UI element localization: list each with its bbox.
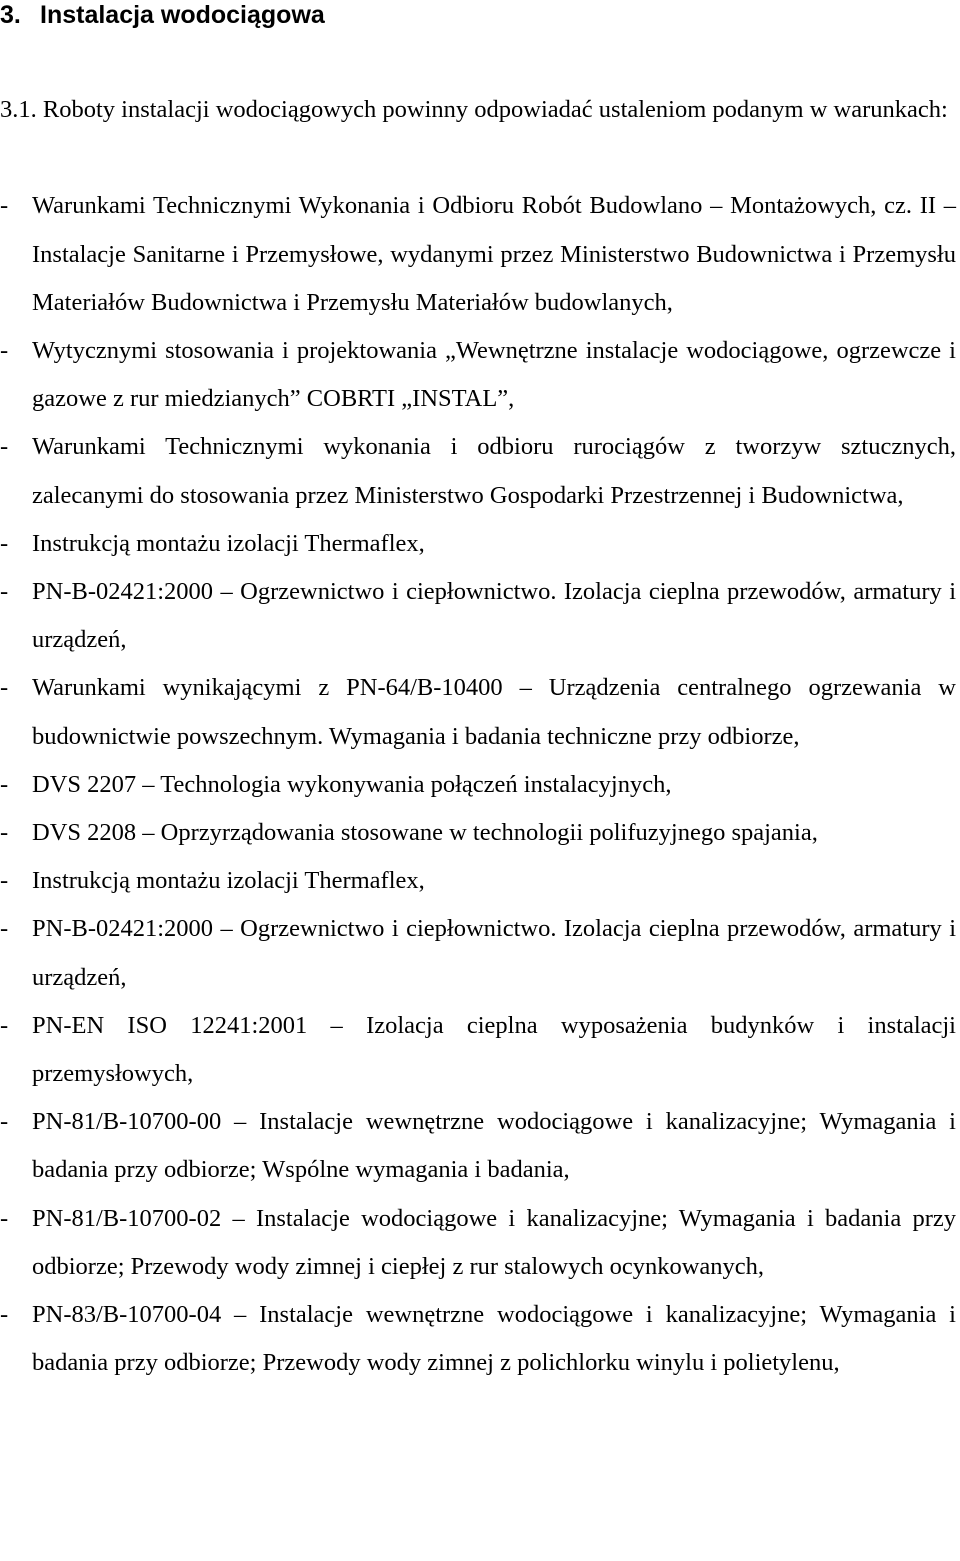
list-item — [0, 809, 956, 857]
list-dash: - — [0, 1011, 9, 1039]
list-dash: - — [0, 529, 9, 557]
list-dash: - — [0, 1108, 9, 1136]
list-item — [0, 857, 956, 905]
list-dash: - — [0, 578, 9, 606]
intro-paragraph: 3.1. Roboty instalacji wodociągowych powinny odpowiadać ustaleniom podanym w warunkach: — [0, 96, 948, 123]
list-item — [0, 327, 956, 423]
list-item-text: PN-83/B-10700-04 – Instalacje wewnętrzne wodociągowe i kanalizacyjne; Wymagania i badania przy odbiorze; Przewody wody zimnej z polichlorku winylu i polietylenu, — [32, 1301, 956, 1377]
list-item — [0, 520, 956, 568]
list-item — [0, 761, 956, 809]
list-item — [0, 905, 956, 1001]
list-dash: - — [0, 433, 9, 461]
list-dash: - — [0, 674, 9, 702]
list-item — [0, 1098, 956, 1194]
list-item-text: PN-81/B-10700-00 – Instalacje wewnętrzne wodociągowe i kanalizacyjne; Wymagania i badania przy odbiorze; Wspólne wymagania i badania, — [32, 1108, 956, 1184]
list-item-text: PN-81/B-10700-02 – Instalacje wodociągowe i kanalizacyjne; Wymagania i badania przy odbiorze; Przewody wody zimnej i ciepłej z rur stalowych ocynkowanych, — [32, 1204, 956, 1280]
list-item — [0, 1195, 956, 1291]
section-heading — [0, 1, 325, 29]
list-item-text: Warunkami Technicznymi wykonania i odbioru rurociągów z tworzyw sztucznych, zalecanymi do stosowania przez Ministerstwo Gospodarki Przestrzennej i Budownictwa, — [32, 433, 956, 509]
list-item — [0, 568, 956, 664]
list-dash: - — [0, 1301, 9, 1329]
list-dash: - — [0, 337, 9, 364]
list-dash: - — [0, 915, 9, 943]
list-dash: - — [0, 1204, 9, 1232]
list-item — [0, 423, 956, 519]
list-dash: - — [0, 819, 9, 847]
list-item — [0, 182, 956, 327]
list-item-text: Instrukcją montażu izolacji Thermaflex, — [32, 867, 425, 895]
list-item — [0, 1002, 956, 1098]
list-item-text: Instrukcją montażu izolacji Thermaflex, — [32, 529, 425, 557]
list-item-text: PN-B-02421:2000 – Ogrzewnictwo i ciepłownictwo. Izolacja cieplna przewodów, armatury i urządzeń, — [32, 578, 956, 654]
list-dash: - — [0, 867, 9, 895]
list-item-text: PN-B-02421:2000 – Ogrzewnictwo i ciepłownictwo. Izolacja cieplna przewodów, armatury i urządzeń, — [32, 915, 956, 991]
list-item — [0, 1291, 956, 1387]
list-item-text: PN-EN ISO 12241:2001 – Izolacja cieplna wyposażenia budynków i instalacji przemysłowych, — [32, 1011, 956, 1088]
section-number: 3. — [0, 1, 21, 29]
list-item — [0, 664, 956, 760]
list-dash: - — [0, 770, 9, 798]
list-item-text: Warunkami wynikającymi z PN-64/B-10400 – Urządzenia centralnego ogrzewania w budownictwie powszechnym. Wymagania i badania techniczne przy odbiorze, — [32, 674, 956, 750]
list-item-text: Wytycznymi stosowania i projektowania „Wewnętrzne instalacje wodociągowe, ogrzewcze i gazowe z rur miedzianych” COBRTI „INSTAL”, — [32, 337, 956, 413]
list-item-text: Warunkami Technicznymi Wykonania i Odbioru Robót Budowlano – Montażowych, cz. II – Instalacje Sanitarne i Przemysłowe, wydanymi przez Ministerstwo Budownictwa i Przemysłu Materiałów Budownictwa i Przemysłu Materiałów budowlanych, — [32, 192, 956, 316]
list-item-text: DVS 2207 – Technologia wykonywania połączeń instalacyjnych, — [32, 770, 672, 798]
list-dash: - — [0, 192, 9, 220]
section-title: Instalacja wodociągowa — [40, 1, 325, 29]
document-body — [0, 86, 956, 1387]
list-item-text: DVS 2208 – Oprzyrządowania stosowane w technologii polifuzyjnego spajania, — [32, 819, 818, 847]
